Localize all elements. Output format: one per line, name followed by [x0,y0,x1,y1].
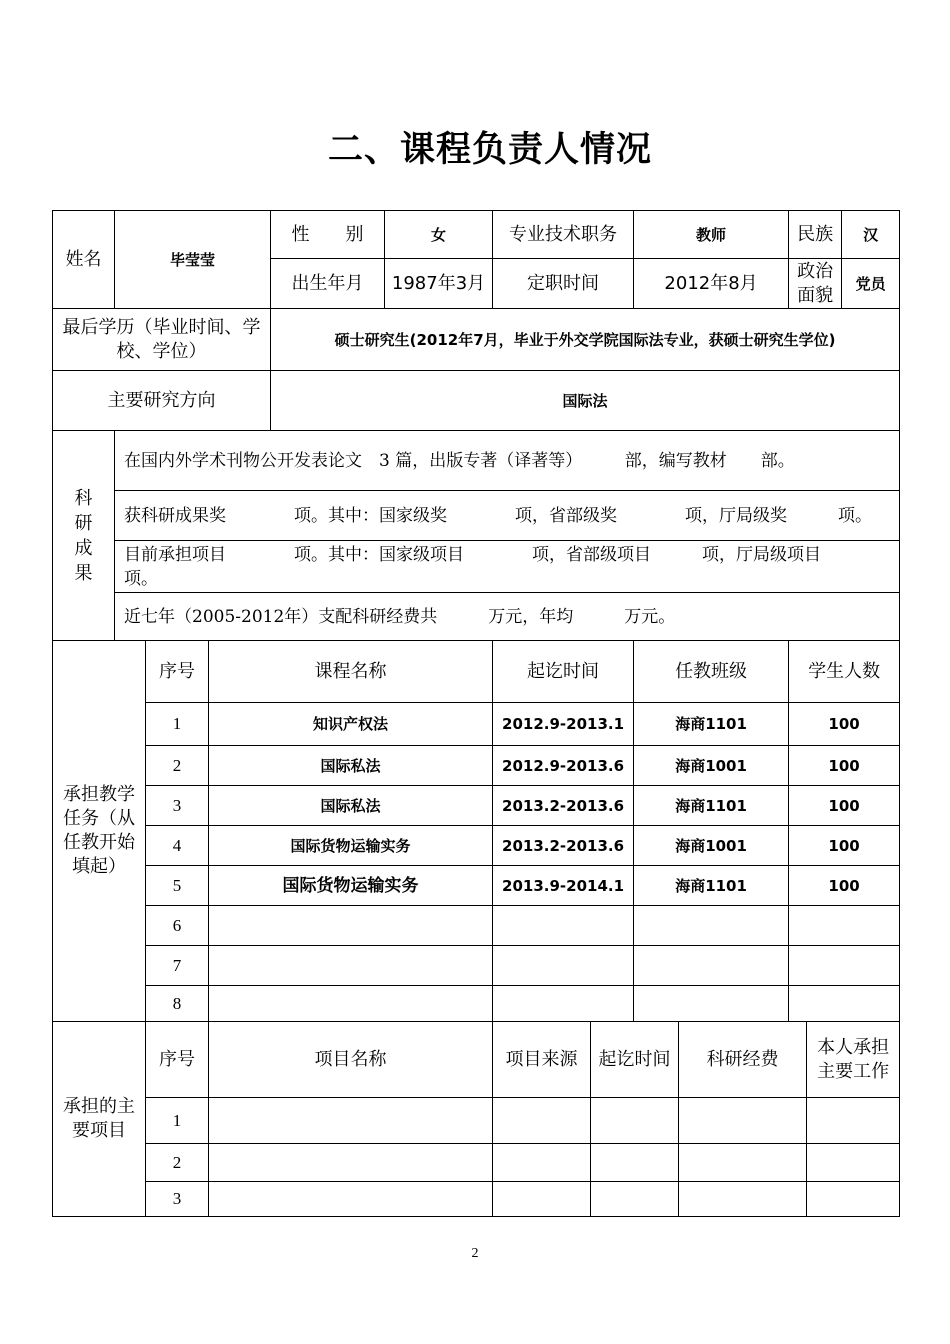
teaching-row-course: 知识产权法 [209,703,493,746]
project-row-no: 1 [146,1098,209,1144]
projects-header-source: 项目来源 [493,1022,591,1098]
teaching-row-students [789,946,900,986]
project-row-work [807,1182,900,1217]
job-title-value: 教师 [634,211,789,259]
teaching-header-period: 起讫时间 [493,641,634,703]
project-row-name [209,1098,493,1144]
teaching-row-period [493,906,634,946]
page-title: 二、课程负责人情况 [327,130,652,170]
teaching-row-class: 海商1101 [634,786,789,826]
ethnic-value: 汉 [842,211,900,259]
gender-value: 女 [385,211,493,259]
projects-label: 承担的主要项目 [53,1022,146,1217]
teaching-row-class: 海商1001 [634,746,789,786]
project-row-period [591,1098,679,1144]
birth-label: 出生年月 [271,259,385,309]
teaching-row-period [493,986,634,1022]
project-row-source [493,1144,591,1182]
teaching-header-class: 任教班级 [634,641,789,703]
teaching-row-students: 100 [789,746,900,786]
teaching-row-course: 国际货物运输实务 [209,826,493,866]
project-row-work [807,1098,900,1144]
teaching-row-period: 2013.2-2013.6 [493,826,634,866]
teaching-header-no: 序号 [146,641,209,703]
teaching-row-course [209,946,493,986]
project-row-work [807,1144,900,1182]
project-row-funding [679,1182,807,1217]
teaching-row-period: 2012.9-2013.6 [493,746,634,786]
research-line-awards: 获科研成果奖 项。其中：国家级奖 项，省部级奖 项，厅局级奖 项。 [115,491,900,541]
teaching-row-course: 国际货物运输实务 [209,866,493,906]
teaching-row-students [789,986,900,1022]
name-label: 姓名 [53,211,115,309]
teaching-row-class: 海商1001 [634,826,789,866]
project-row-name [209,1182,493,1217]
teaching-row-period: 2013.2-2013.6 [493,786,634,826]
projects-header-period: 起讫时间 [591,1022,679,1098]
teaching-row-no: 8 [146,986,209,1022]
teaching-header-students: 学生人数 [789,641,900,703]
teaching-row-class [634,946,789,986]
research-direction-value: 国际法 [271,371,900,431]
teaching-row-period: 2013.9-2014.1 [493,866,634,906]
political-label: 政治面貌 [789,259,842,309]
project-row-name [209,1144,493,1182]
project-row-source [493,1098,591,1144]
teaching-row-students [789,906,900,946]
project-row-no: 2 [146,1144,209,1182]
teaching-row-students: 100 [789,866,900,906]
teaching-row-students: 100 [789,703,900,746]
project-row-period [591,1144,679,1182]
projects-header-no: 序号 [146,1022,209,1098]
education-value: 硕士研究生(2012年7月，毕业于外交学院国际法专业，获硕士研究生学位) [271,309,900,371]
projects-header-work: 本人承担主要工作 [807,1022,900,1098]
appoint-label: 定职时间 [493,259,634,309]
ethnic-label: 民族 [789,211,842,259]
teaching-row-class [634,906,789,946]
project-row-source [493,1182,591,1217]
appoint-value: 2012年8月 [634,259,789,309]
teaching-row-no: 3 [146,786,209,826]
teaching-row-class [634,986,789,1022]
research-results-label-text: 科研成果 [74,487,93,584]
teaching-row-course: 国际私法 [209,786,493,826]
project-row-funding [679,1098,807,1144]
research-results-label [53,431,115,641]
research-direction-label: 主要研究方向 [53,371,271,431]
teaching-row-no: 5 [146,866,209,906]
project-row-funding [679,1144,807,1182]
political-value: 党员 [842,259,900,309]
teaching-row-class: 海商1101 [634,866,789,906]
teaching-header-course: 课程名称 [209,641,493,703]
project-row-period [591,1182,679,1217]
education-label: 最后学历（毕业时间、学校、学位） [53,309,271,371]
research-line-funding: 近七年（2005-2012年）支配科研经费共 万元，年均 万元。 [115,593,900,641]
teaching-row-period: 2012.9-2013.1 [493,703,634,746]
teaching-row-period [493,946,634,986]
teaching-row-students: 100 [789,786,900,826]
projects-header-funding: 科研经费 [679,1022,807,1098]
name-value: 毕莹莹 [115,211,271,309]
teaching-row-course: 国际私法 [209,746,493,786]
teaching-row-course [209,986,493,1022]
projects-header-name: 项目名称 [209,1022,493,1098]
teaching-row-no: 4 [146,826,209,866]
teaching-row-students: 100 [789,826,900,866]
birth-value: 1987年3月 [385,259,493,309]
course-leader-form [52,210,900,1217]
project-row-no: 3 [146,1182,209,1217]
teaching-row-no: 7 [146,946,209,986]
gender-label: 性 别 [271,211,385,259]
teaching-row-no: 2 [146,746,209,786]
teaching-label: 承担教学任务（从任教开始填起） [53,641,146,1022]
research-line-projects: 目前承担项目 项。其中：国家级项目 项，省部级项目 项，厅局级项目 项。 [115,541,900,593]
teaching-row-course [209,906,493,946]
job-title-label: 专业技术职务 [493,211,634,259]
teaching-row-no: 1 [146,703,209,746]
teaching-row-no: 6 [146,906,209,946]
research-line-papers: 在国内外学术刊物公开发表论文 3 篇，出版专著（译著等） 部，编写教材 部。 [115,431,900,491]
page-number: 2 [471,1246,479,1261]
teaching-row-class: 海商1101 [634,703,789,746]
